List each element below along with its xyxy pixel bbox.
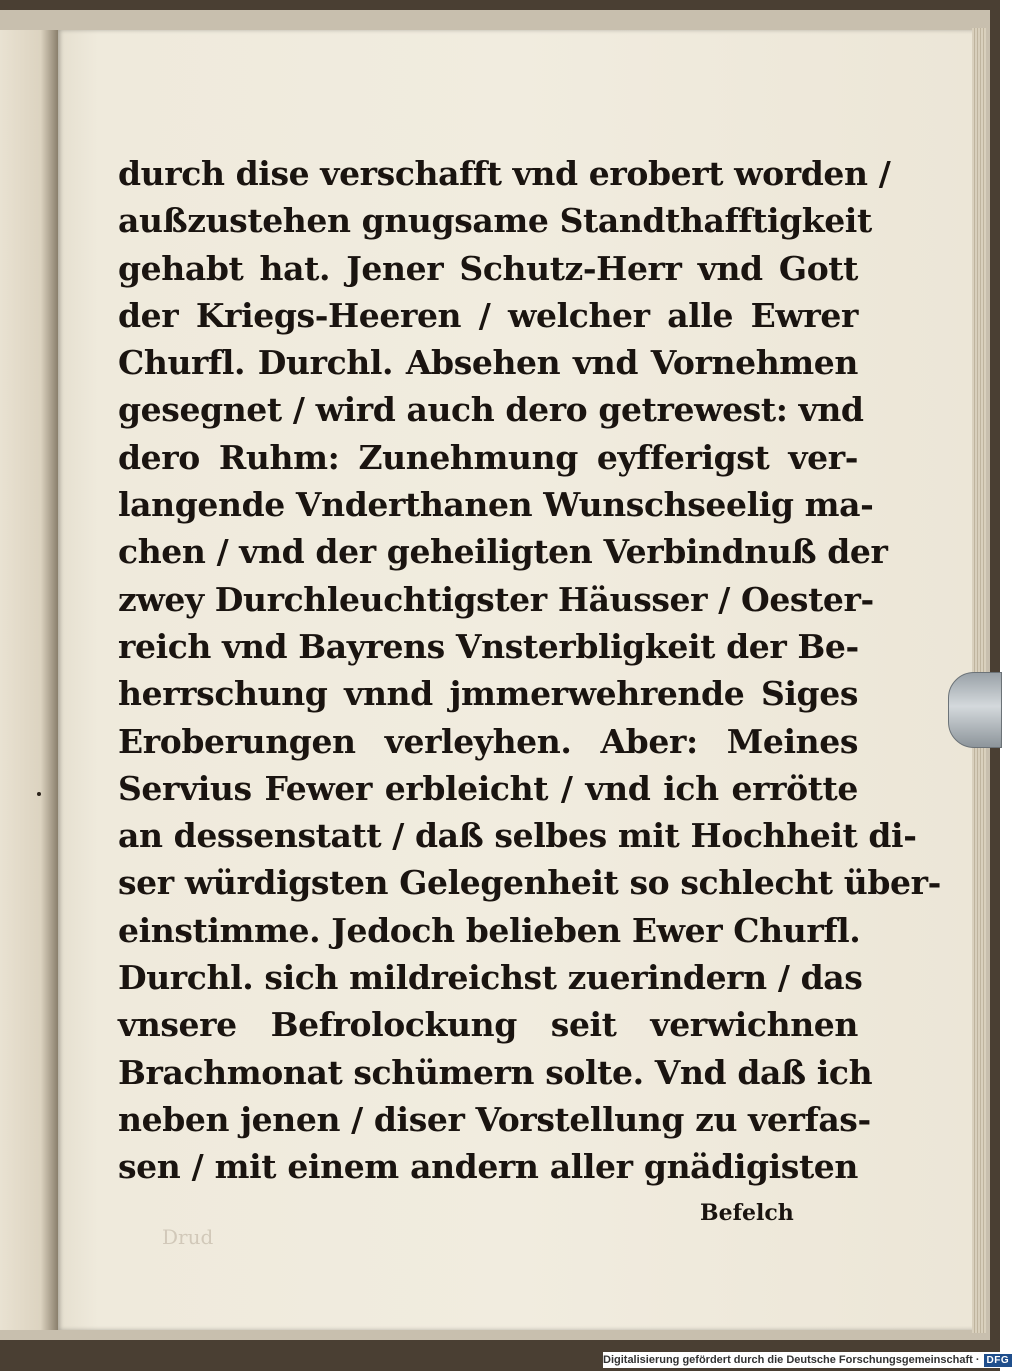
text-line: zwey Durchleuchtigster Häusser / Oester- [118,579,874,619]
digitization-footer [603,1352,1012,1368]
text-line: außzustehen gnugsame Standthafftigkeit [118,201,872,241]
text-line: dero Ruhm: Zunehmung eyfferigst ver- [118,437,858,477]
text-line: an dessenstatt / daß selbes mit Hochheit di- [118,816,917,856]
bleed-through-text: Drud [162,1225,214,1249]
facing-page-edge [0,30,58,1330]
text-line: vnsere Befrolockung seit verwichnen [118,1005,858,1045]
text-line: durch dise verschafft vnd erobert worden / [118,154,891,193]
text-line: neben jenen / diser Vorstellung zu verfas- [118,1099,871,1139]
text-line: Churfl. Durchl. Absehen vnd Vornehmen [118,343,858,383]
text-line: Eroberungen verleyhen. Aber: Meines [118,721,858,761]
margin-mark [37,792,41,796]
text-line: Servius Fewer erbleicht / vnd ich errötte [118,768,858,808]
text-line: herrschung vnnd jmmerwehrende Siges [118,674,858,714]
text-line: chen / vnd der geheiligten Verbindnuß der [118,532,888,572]
text-line: ser würdigsten Gelegenheit so schlecht über- [118,863,941,903]
catchword: Befelch [700,1200,794,1226]
text-line: Durchl. sich mildreichst zuerindern / das [118,958,863,998]
text-line: gehabt hat. Jener Schutz-Herr vnd Gott [118,248,858,288]
footer-credit: Digitalisierung gefördert durch die Deutsche Forschungsgemeinschaft · [603,1354,980,1366]
text-line: langende Vnderthanen Wunschseelig ma- [118,485,874,525]
text-line: sen / mit einem andern aller gnädigisten [118,1147,858,1187]
dfg-logo-icon: DFG [984,1354,1012,1367]
text-line: Brachmonat schümern solte. Vnd daß ich [118,1052,873,1092]
text-line: reich vnd Bayrens Vnsterbligkeit der Be- [118,626,859,666]
page-text [118,150,941,1191]
text-line: einstimme. Jedoch belieben Ewer Churfl. [118,910,861,950]
text-line: der Kriegs-Heeren / welcher alle Ewrer [118,295,858,335]
page-clip-icon [948,672,1002,748]
text-line: gesegnet / wird auch dero getrewest: vnd [118,390,864,430]
